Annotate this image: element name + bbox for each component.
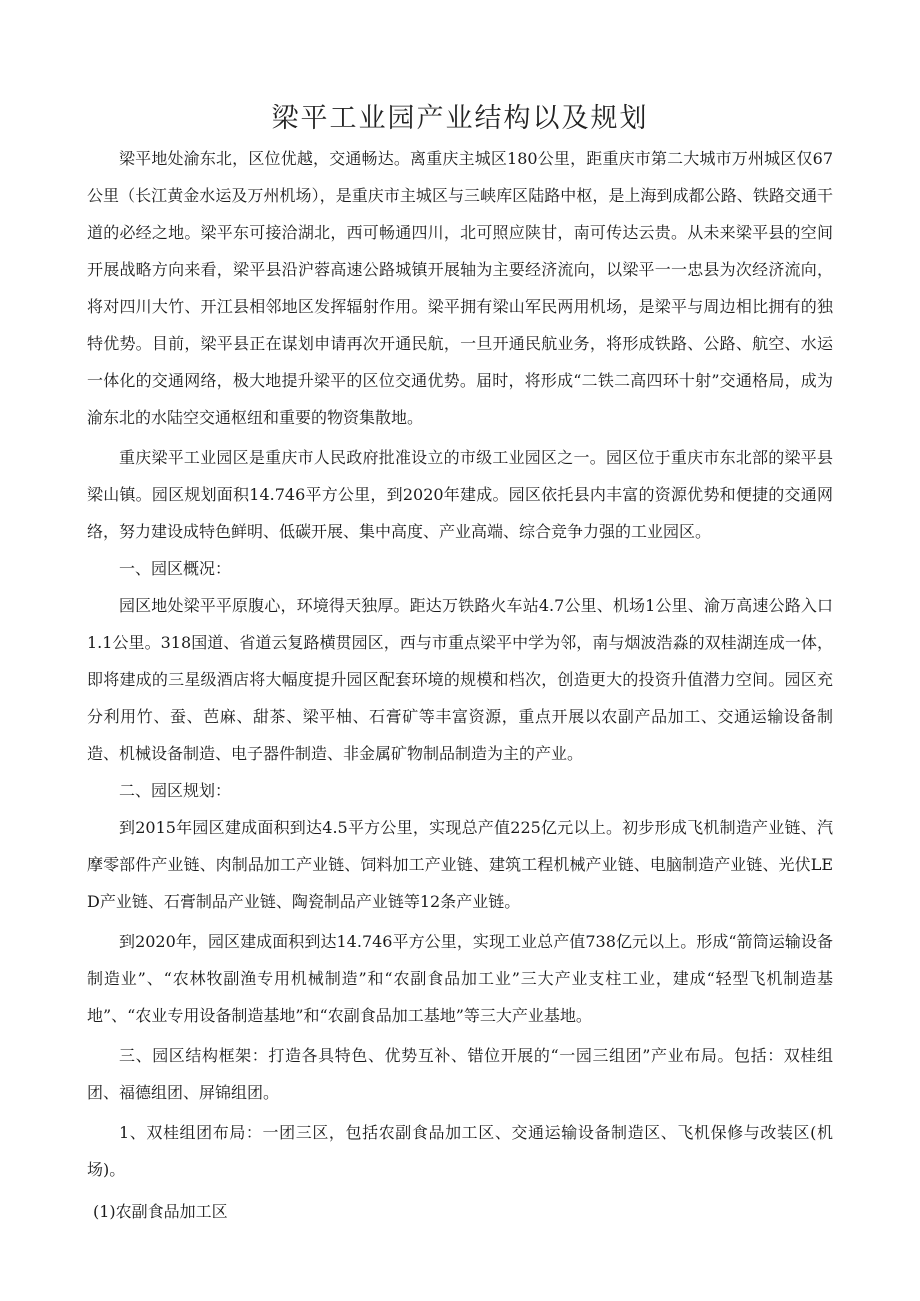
document-body	[87, 140, 833, 1230]
paragraph-structure: 三、园区结构框架：打造各具特色、优势互补、错位开展的“一园三组团”产业布局。包括：双桂组团、福德组团、屏锦组团。	[87, 1046, 833, 1102]
document-title: 梁平工业园产业结构以及规划	[271, 103, 649, 134]
paragraph-plan-2015: 到2015年园区建成面积到达4.5平方公里，实现总产值225亿元以上。初步形成飞机制造产业链、汽摩零部件产业链、肉制品加工产业链、饲料加工产业链、建筑工程机械产业链、电脑制造产业链、光伏LED产业链、石膏制品产业链、陶瓷制品产业链等12条产业链。	[87, 818, 833, 911]
section-heading-overview: 一、园区概况：	[119, 559, 232, 578]
paragraph-location: 梁平地处渝东北，区位优越，交通畅达。离重庆主城区180公里，距重庆市第二大城市万州城区仅67公里（长江黄金水运及万州机场），是重庆市主城区与三峡库区陆路中枢，是上海到成都公路、铁路交通干道的必经之地。梁平东可接洽湖北，西可畅通四川，北可照应陕甘，南可传达云贵。从未来梁平县的空间开展战略方向来看，梁平县沿沪蓉高速公路城镇开展轴为主要经济流向，以梁平一一忠县为次经济流向，将对四川大竹、开江县相邻地区发挥辐射作用。梁平拥有梁山军民两用机场，是梁平与周边相比拥有的独特优势。目前，梁平县正在谋划申请再次开通民航，一旦开通民航业务，将形成铁路、公路、航空、水运一体化的交通网络，极大地提升梁平的区位交通优势。届时，将形成“二铁二高四环十射”交通格局，成为渝东北的水陆空交通枢纽和重要的物资集散地。	[87, 149, 833, 427]
subheading-agri-processing: (1)农副食品加工区	[93, 1202, 228, 1221]
section-heading-planning: 二、园区规划：	[119, 781, 232, 800]
paragraph-park-intro: 重庆梁平工业园区是重庆市人民政府批准设立的市级工业园区之一。园区位于重庆市东北部的梁平县梁山镇。园区规划面积14.746平方公里，到2020年建成。园区依托县内丰富的资源优势和便捷的交通网络，努力建设成特色鲜明、低碳开展、集中高度、产业高端、综合竞争力强的工业园区。	[87, 448, 833, 541]
paragraph-overview: 园区地处梁平平原腹心，环境得天独厚。距达万铁路火车站4.7公里、机场1公里、渝万高速公路入口1.1公里。318国道、省道云复路横贯园区，西与市重点梁平中学为邻，南与烟波浩淼的双桂湖连成一体，即将建成的三星级酒店将大幅度提升园区配套环境的规模和档次，创造更大的投资升值潜力空间。园区充分利用竹、蚕、芭麻、甜茶、梁平柚、石膏矿等丰富资源，重点开展以农副产品加工、交通运输设备制造、机械设备制造、电子器件制造、非金属矿物制品制造为主的产业。	[87, 596, 833, 763]
paragraph-plan-2020: 到2020年，园区建成面积到达14.746平方公里，实现工业总产值738亿元以上。形成“箭筒运输设备制造业”、“农林牧副渔专用机械制造”和“农副食品加工业”三大产业支柱工业，建成“轻型飞机制造基地”、“农业专用设备制造基地”和“农副食品加工基地”等三大产业基地。	[87, 932, 833, 1025]
paragraph-shuanggui-layout: 1、双桂组团布局：一团三区，包括农副食品加工区、交通运输设备制造区、飞机保修与改装区(机场)。	[87, 1123, 833, 1179]
